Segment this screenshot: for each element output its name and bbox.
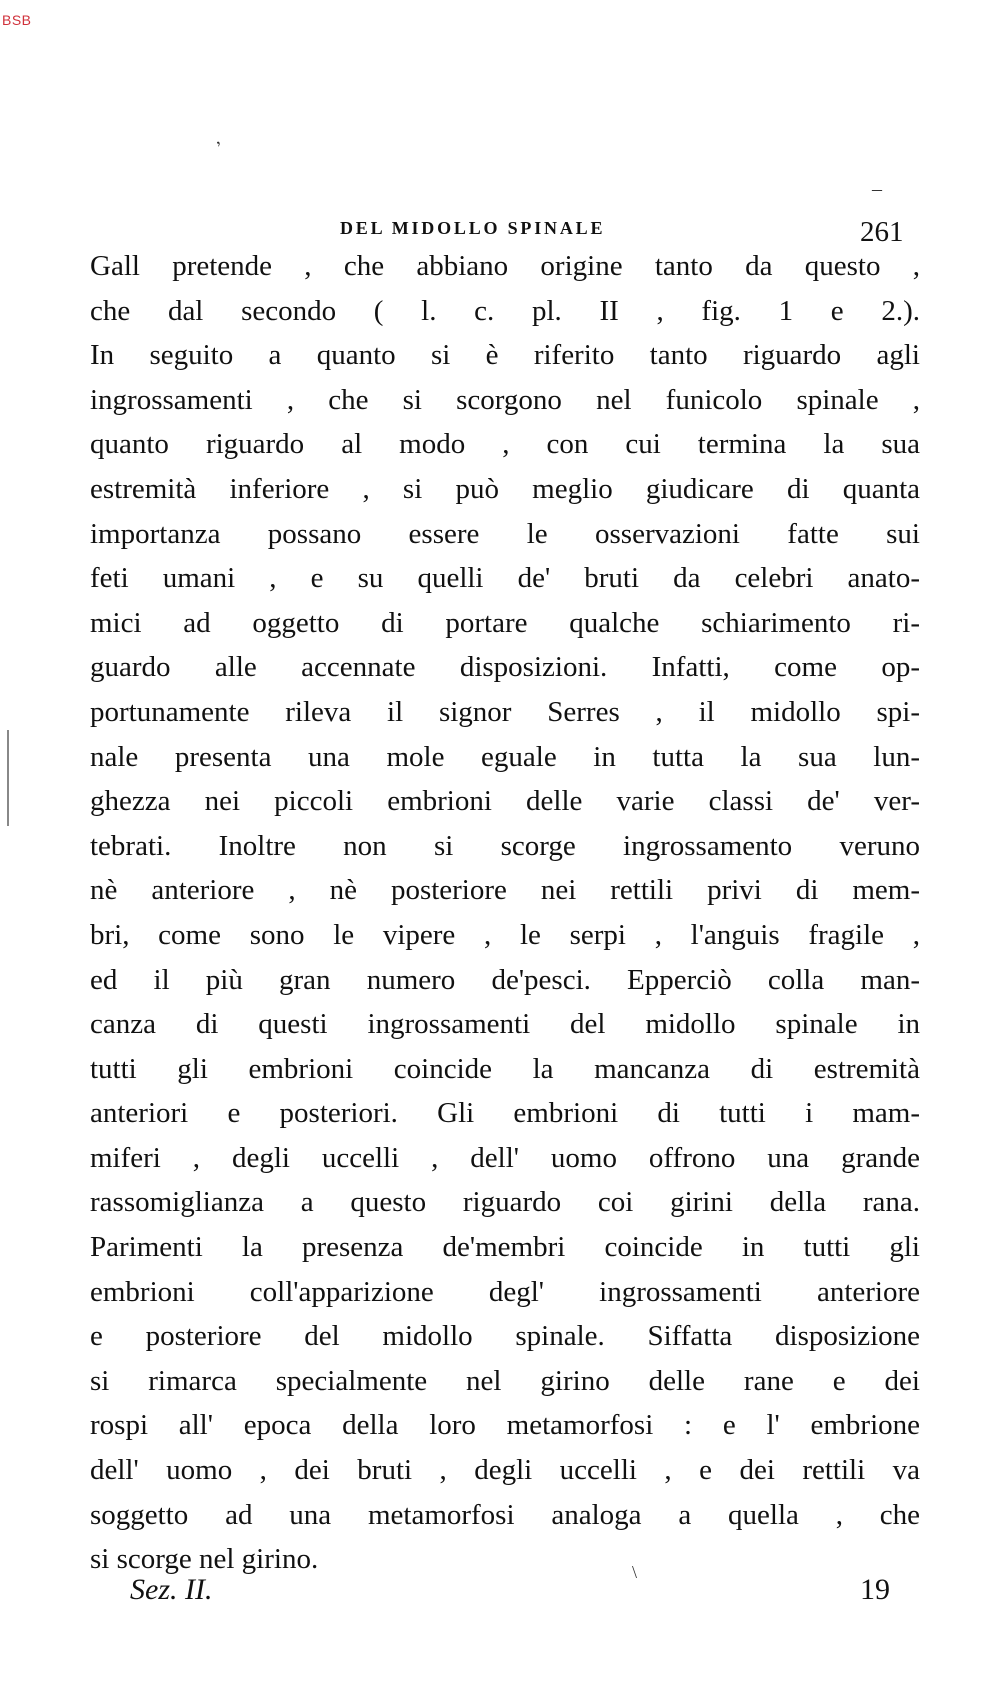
page-footer [130,1573,890,1617]
text-line: tebrati. Inoltre non si scorge ingrossamento veruno [90,829,920,862]
text-line: quanto riguardo al modo , con cui termina la sua [90,428,920,461]
text-line: rassomiglianza a questo riguardo coi girini della rana. [90,1186,920,1219]
text-line: In seguito a quanto si è riferito tanto riguardo agli [90,339,920,372]
text-line: ed il più gran numero de'pesci. Epperciò colla man- [90,963,920,996]
text-line: rospi all' epoca della loro metamorfosi : e l' embrione [90,1409,920,1442]
text-line: feti umani , e su quelli de' bruti da celebri anato- [90,562,920,595]
running-head: DEL MIDOLLO SPINALE [340,218,606,238]
stray-mark: – [872,178,882,200]
text-line: Gall pretende , che abbiano origine tanto da questo , [90,250,920,282]
text-line: importanza possano essere le osservazioni fatte sui [90,517,920,550]
library-stamp: BSB [2,12,32,28]
text-line: dell' uomo , dei bruti , degli uccelli , e dei rettili va [90,1454,920,1487]
text-line: bri, come sono le vipere , le serpi , l'anguis fragile , [90,918,920,951]
text-line: si scorge nel girino. [90,1543,319,1576]
stray-mark: \ [632,1562,638,1582]
signature-mark: Sez. II. [130,1573,213,1606]
text-line: portunamente rileva il signor Serres , il midollo spi- [90,695,920,728]
text-line: anteriori e posteriori. Gli embrioni di tutti i mam- [90,1097,920,1130]
text-line: mici ad oggetto di portare qualche schiarimento ri- [90,606,920,639]
text-line: miferi , degli uccelli , dell' uomo offrono una grande [90,1141,920,1174]
page-number: 261 [860,216,904,248]
leaf-number: 19 [860,1573,890,1606]
stray-mark: , [209,128,223,149]
text-line: tutti gli embrioni coincide la mancanza di estremità [90,1052,920,1085]
text-line: ingrossamenti , che si scorgono nel funicolo spinale , [90,383,920,416]
body-text [90,244,920,1582]
text-line: embrioni coll'apparizione degl' ingrossamenti anteriore [90,1275,920,1308]
text-line: che dal secondo ( l. c. pl. II , fig. 1 e 2.). [90,294,920,327]
text-line: e posteriore del midollo spinale. Siffatta disposizione [90,1320,920,1353]
text-line: si rimarca specialmente nel girino delle rane e dei [90,1364,920,1397]
text-line: soggetto ad una metamorfosi analoga a quella , che [90,1498,920,1531]
text-line: canza di questi ingrossamenti del midollo spinale in [90,1008,920,1041]
text-line: estremità inferiore , si può meglio giudicare di quanta [90,472,920,505]
text-line: nè anteriore , nè posteriore nei rettili privi di mem- [90,874,920,907]
text-line: nale presenta una mole eguale in tutta la sua lun- [90,740,920,773]
text-line: guardo alle accennate disposizioni. Infatti, come op- [90,651,920,684]
margin-mark [7,730,9,826]
text-line: ghezza nei piccoli embrioni delle varie classi de' ver- [90,785,920,818]
text-line: Parimenti la presenza de'membri coincide in tutti gli [90,1231,920,1264]
